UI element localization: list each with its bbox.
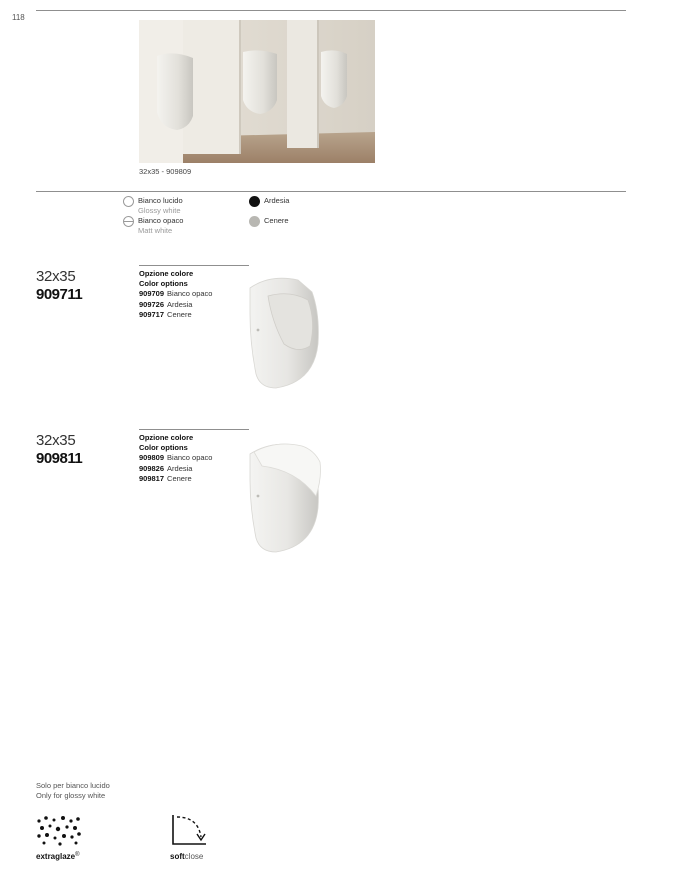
extraglaze-icon [36,815,84,847]
finish-name: Bianco lucido [138,196,183,205]
installation-photo [139,20,375,163]
option-row: 909726 Ardesia [139,299,193,309]
note-english: Only for glossy white [36,791,106,800]
option-row: 909709 Bianco opaco [139,289,213,299]
photo-caption: 32x35 - 909809 [139,167,192,176]
product-rule-2 [139,429,249,430]
options-title-en: Color options [139,443,188,453]
note-italian: Solo per bianco lucido [36,781,110,790]
page-number: 118 [12,13,25,22]
finish-cenere [249,216,289,227]
matt-white-swatch [123,216,134,227]
product-code: 909711 [36,286,83,303]
restroom-illustration [139,20,375,163]
ardesia-swatch [249,196,260,207]
product-code: 909811 [36,450,83,467]
color-options-1 [139,269,212,320]
softclose-label: softclose [170,852,204,861]
finish-glossy-white [123,196,183,216]
section-rule [36,191,626,192]
color-options-2 [139,433,212,484]
urinal-image-909811 [246,438,326,556]
urinal-image-909711 [246,274,326,392]
extraglaze-label: extraglaze® [36,852,80,861]
option-row: 909817 Cenere [139,473,192,483]
option-row: 909717 Cenere [139,309,192,319]
finish-matt-white [123,216,183,236]
option-row: 909826 Ardesia [139,463,193,473]
product-rule-1 [139,265,249,266]
footer-note [36,781,110,801]
finish-ardesia [249,196,289,207]
finish-sub: Matt white [138,226,173,235]
cenere-swatch [249,216,260,227]
glossy-white-swatch [123,196,134,207]
finish-name: Cenere [264,216,289,225]
finish-name: Bianco opaco [138,216,184,225]
option-row: 909809 Bianco opaco [139,453,213,463]
options-title-en: Color options [139,279,188,289]
finish-name: Ardesia [264,196,290,205]
product-size: 32x35 [36,432,76,449]
options-title-it: Opzione colore [139,269,194,278]
options-title-it: Opzione colore [139,433,194,442]
finish-sub: Glossy white [138,206,181,215]
product-size: 32x35 [36,268,76,285]
top-rule [36,10,626,11]
softclose-icon [170,813,208,847]
